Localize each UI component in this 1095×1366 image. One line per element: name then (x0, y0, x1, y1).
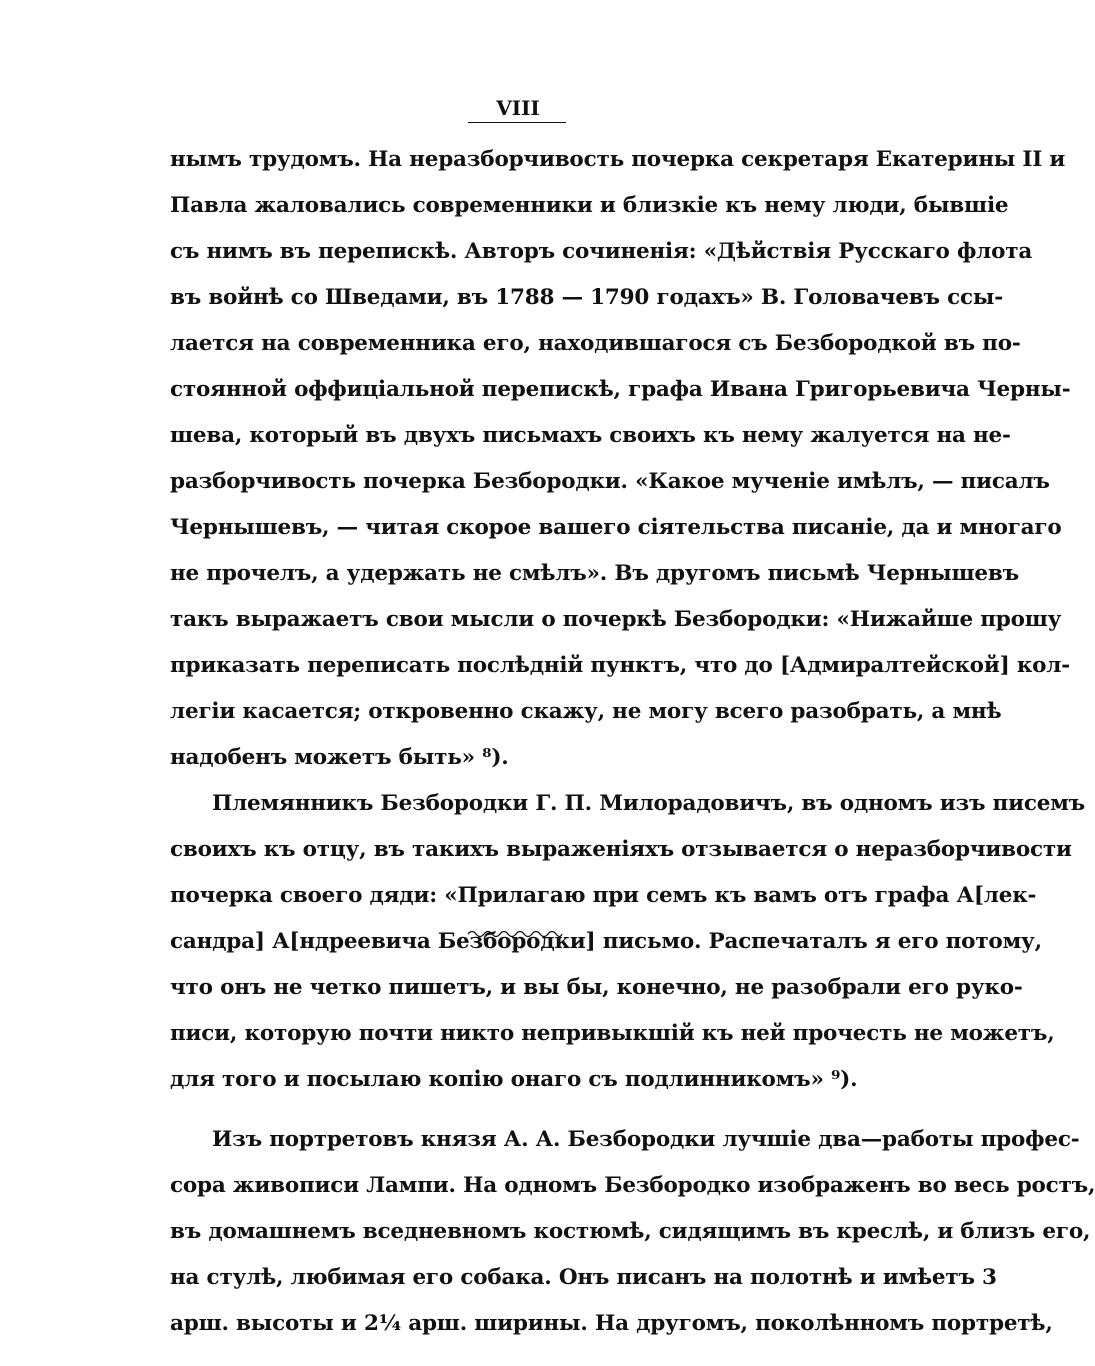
text-line: арш. высоты и 2¼ арш. ширины. На другомъ, поколѣнномъ портретѣ, (170, 1311, 1053, 1336)
text-line: Павла жаловались современники и близкіе къ нему люди, бывшіе (170, 193, 1009, 218)
page-number: VIII (496, 96, 540, 120)
text-line: Племянникъ Безбородки Г. П. Милорадовичъ, въ одномъ изъ писемъ (212, 791, 1085, 816)
text-line: лается на современника его, находившагося съ Безбородкой въ по- (170, 331, 1021, 356)
text-line: не прочелъ, а удержать не смѣлъ». Въ другомъ письмѣ Чернышевъ (170, 561, 1019, 586)
text-line: для того и посылаю копію онаго съ подлинникомъ» ⁹). (170, 1067, 858, 1092)
text-line: приказать переписать послѣдній пунктъ, что до [Адмиралтейской] кол- (170, 653, 1070, 678)
text-line: съ нимъ въ перепискѣ. Авторъ сочиненія: «Дѣйствія Русскаго флота (170, 239, 1033, 264)
text-line: въ домашнемъ вседневномъ костюмѣ, сидящимъ въ креслѣ, и близъ его, (170, 1219, 1091, 1244)
text-line: такъ выражаетъ свои мысли о почеркѣ Безбородки: «Нижайше прошу (170, 607, 1062, 632)
text-line: легіи касается; откровенно скажу, не могу всего разобрать, а мнѣ (170, 699, 1002, 724)
text-line: Изъ портретовъ князя А. А. Безбородки лучшіе два—работы профес- (212, 1127, 1080, 1152)
text-line: надобенъ можетъ быть» ⁸). (170, 745, 509, 770)
text-line: что онъ не четко пишетъ, и вы бы, конечно, не разобрали его руко- (170, 975, 1023, 1000)
text-line: стоянной оффиціальной перепискѣ, графа Ивана Григорьевича Черны- (170, 377, 1071, 402)
page-number-rule (468, 122, 566, 123)
text-line: шева, который въ двухъ письмахъ своихъ къ нему жалуется на не- (170, 423, 1011, 448)
section-divider-ornament (466, 928, 564, 940)
text-line: Чернышевъ, — читая скорое вашего сіятельства писаніе, да и многаго (170, 515, 1062, 540)
text-line: сандра] А[ндреевича Безбородки] письмо. Распечаталъ я его потому, (170, 929, 1042, 954)
text-line: нымъ трудомъ. На неразборчивость почерка секретаря Екатерины II и (170, 147, 1066, 172)
text-line: писи, которую почти никто непривыкшій къ ней прочесть не можетъ, (170, 1021, 1055, 1046)
text-line: сора живописи Лампи. На одномъ Безбородко изображенъ во весь ростъ, (170, 1173, 1095, 1198)
text-line: въ войнѣ со Шведами, въ 1788 — 1790 годахъ» В. Головачевъ ссы- (170, 285, 1003, 310)
text-line: своихъ къ отцу, въ такихъ выраженіяхъ отзывается о неразборчивости (170, 837, 1072, 862)
text-line: на стулѣ, любимая его собака. Онъ писанъ на полотнѣ и имѣетъ 3 (170, 1265, 997, 1290)
text-line: разборчивость почерка Безбородки. «Какое мученіе имѣлъ, — писалъ (170, 469, 1050, 494)
text-line: почерка своего дяди: «Прилагаю при семъ къ вамъ отъ графа А[лек- (170, 883, 1037, 908)
